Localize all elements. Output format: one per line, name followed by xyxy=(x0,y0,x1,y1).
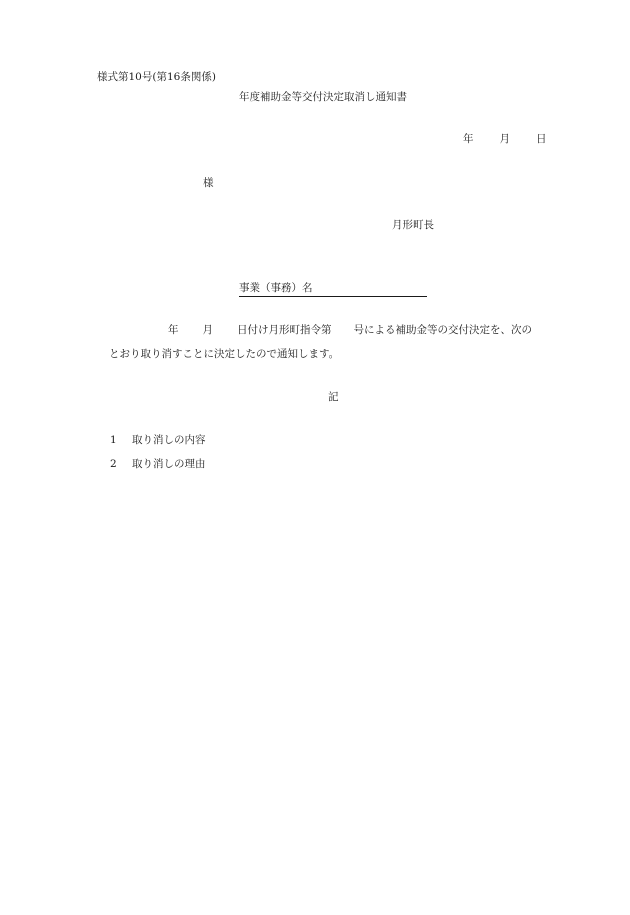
document-title: 年度補助金等交付決定取消し通知書 xyxy=(239,91,407,103)
item-label: 取り消しの内容 xyxy=(132,434,206,446)
subject-field xyxy=(239,281,427,297)
item-number: 2 xyxy=(110,458,117,470)
date-month-label: 月 xyxy=(499,133,510,145)
date-year-label: 年 xyxy=(463,133,474,145)
list-item xyxy=(110,433,206,447)
form-number: 様式第10号(第16条関係) xyxy=(97,71,216,83)
body-year-label: 年 xyxy=(168,324,179,336)
note-heading: 記 xyxy=(328,391,339,403)
list-item xyxy=(110,457,206,471)
body-text-a: 日付け月形町指令第 xyxy=(237,324,332,336)
date-day-label: 日 xyxy=(536,133,547,145)
date-line xyxy=(463,132,547,146)
body-line-2: とおり取り消すことに決定したので通知します。 xyxy=(109,348,340,360)
addressee-honorific: 様 xyxy=(203,177,214,189)
subject-label: 事業（事務）名 xyxy=(239,282,313,294)
item-label: 取り消しの理由 xyxy=(132,458,206,470)
item-number: 1 xyxy=(110,434,117,446)
body-line-1 xyxy=(168,323,532,337)
body-month-label: 月 xyxy=(202,324,213,336)
issuer-name: 月形町長 xyxy=(392,219,434,231)
body-text-b: 号による補助金等の交付決定を、次の xyxy=(353,324,532,336)
